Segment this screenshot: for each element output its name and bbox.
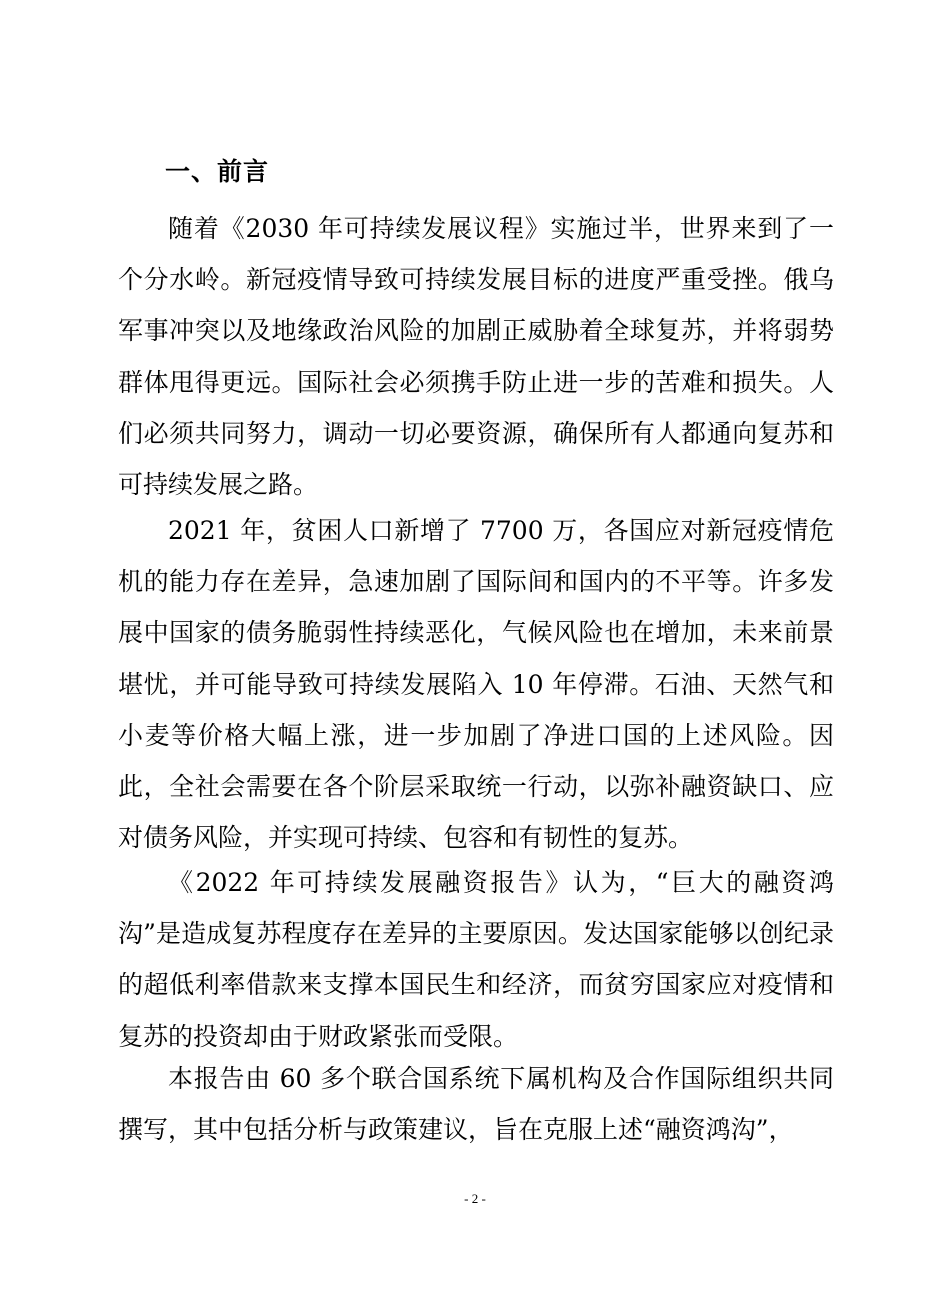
page-number: - 2 - <box>464 1191 486 1206</box>
paragraph-2: 2021 年，贫困人口新增了 7700 万，各国应对新冠疫情危机的能力存在差异，急速加剧了国际间和国内的不平等。许多发展中国家的债务脆弱性持续恶化，气候风险也在增加，未来前景堪忧，并可能导致可持续发展陷入 10 年停滞。石油、天然气和小麦等价格大幅上涨，进一步加剧了净进口国的上述风险。因此，全社会需要在各个阶层采取统一行动，以弥补融资缺口、应对债务风险，并实现可持续、包容和有韧性的复苏。 <box>118 516 834 853</box>
section-heading: 一、前言 <box>165 157 270 186</box>
paragraph-4: 本报告由 60 多个联合国系统下属机构及合作国际组织共同撰写，其中包括分析与政策建议，旨在克服上述“融资鸿沟”， <box>118 1064 834 1145</box>
paragraph-1: 随着《2030 年可持续发展议程》实施过半，世界来到了一个分水岭。新冠疫情导致可持续发展目标的进度严重受挫。俄乌军事冲突以及地缘政治风险的加剧正威胁着全球复苏，并将弱势群体甩得更远。国际社会必须携手防止进一步的苦难和损失。人们必须共同努力，调动一切必要资源，确保所有人都通向复苏和可持续发展之路。 <box>118 214 834 500</box>
paragraph-3: 《2022 年可持续发展融资报告》认为，“巨大的融资鸿沟”是造成复苏程度存在差异的主要原因。发达国家能够以创纪录的超低利率借款来支撑本国民生和经济，而贫穷国家应对疫情和复苏的投资却由于财政紧张而受限。 <box>118 868 834 1051</box>
